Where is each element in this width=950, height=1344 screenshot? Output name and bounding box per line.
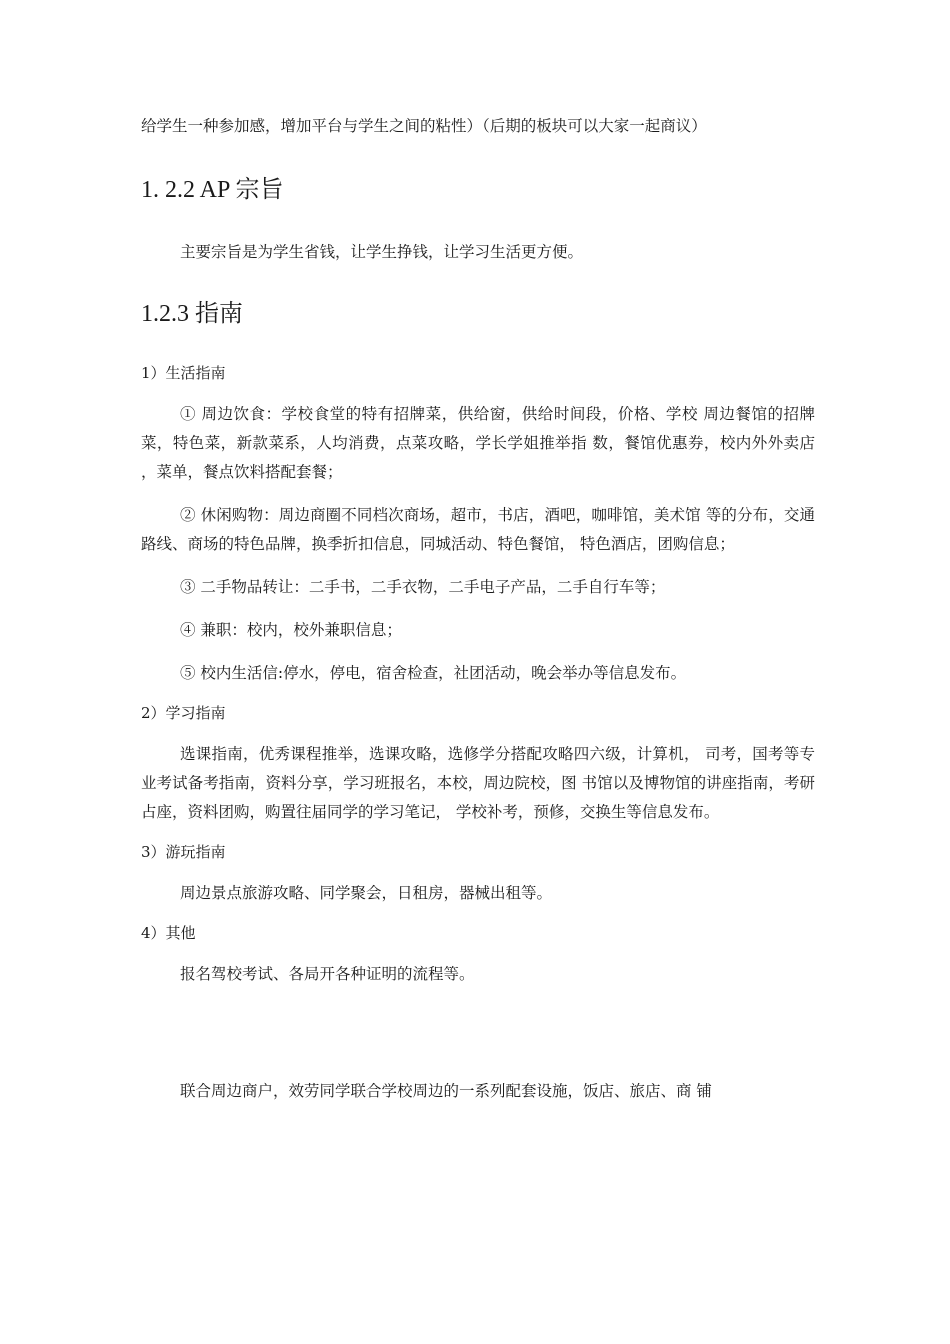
study-guide-text: 选课指南，优秀课程推举，选课攻略，选修学分搭配攻略四六级，计算机， 司考，国考等专业考试备考指南，资料分享，学习班报名，本校，周边院校，图 书馆以及博物馆的讲座指南，考研占座，资料团购，购置往届同学的学习笔记， 学校补考，预修，交换生等信息发布。 [141,745,815,821]
life-guide-item-campus-info: ⑤ 校内生活信:停水，停电，宿舍检查，社团活动，晚会举办等信息发布。 [180,664,687,682]
section-heading-ap-purpose: 1. 2.2 AP 宗旨 [141,177,284,203]
ap-purpose-text: 主要宗旨是为学生省钱，让学生挣钱，让学习生活更方便。 [180,243,584,261]
life-guide-title: 1）生活指南 [141,364,226,382]
closing-paragraph: 联合周边商户，效劳同学联合学校周边的一系列配套设施，饭店、旅店、商 铺 [180,1082,712,1100]
study-guide-title: 2）学习指南 [141,704,226,722]
other-guide-text: 报名驾校考试、各局开各种证明的流程等。 [180,965,475,983]
life-guide-item-food: ① 周边饮食：学校食堂的特有招牌菜，供给窗，供给时间段，价格、学校 周边餐馆的招牌菜，特色菜，新款菜系，人均消费，点菜攻略，学长学姐推举指 数，餐馆优惠券，校内外外卖店 ，菜单，餐点饮料搭配套餐； [141,405,815,481]
life-guide-item-shopping: ② 休闲购物：周边商圈不同档次商场，超市，书店，酒吧，咖啡馆，美术馆 等的分布，交通路线、商场的特色品牌，换季折扣信息，同城活动、特色餐馆， 特色酒店，团购信息； [141,506,815,553]
travel-guide-title: 3）游玩指南 [141,843,226,861]
intro-paragraph: 给学生一种参加感，增加平台与学生之间的粘性）（后期的板块可以大家一起商议） [141,117,707,135]
document-page [141,112,815,1106]
other-guide-title: 4）其他 [141,924,196,942]
travel-guide-text: 周边景点旅游攻略、同学聚会，日租房，器械出租等。 [180,884,553,902]
life-guide-item-secondhand: ③ 二手物品转让：二手书，二手衣物，二手电子产品，二手自行车等； [180,578,666,596]
section-heading-guide: 1.2.3 指南 [141,301,243,327]
life-guide-item-parttime: ④ 兼职：校内，校外兼职信息； [180,621,402,639]
